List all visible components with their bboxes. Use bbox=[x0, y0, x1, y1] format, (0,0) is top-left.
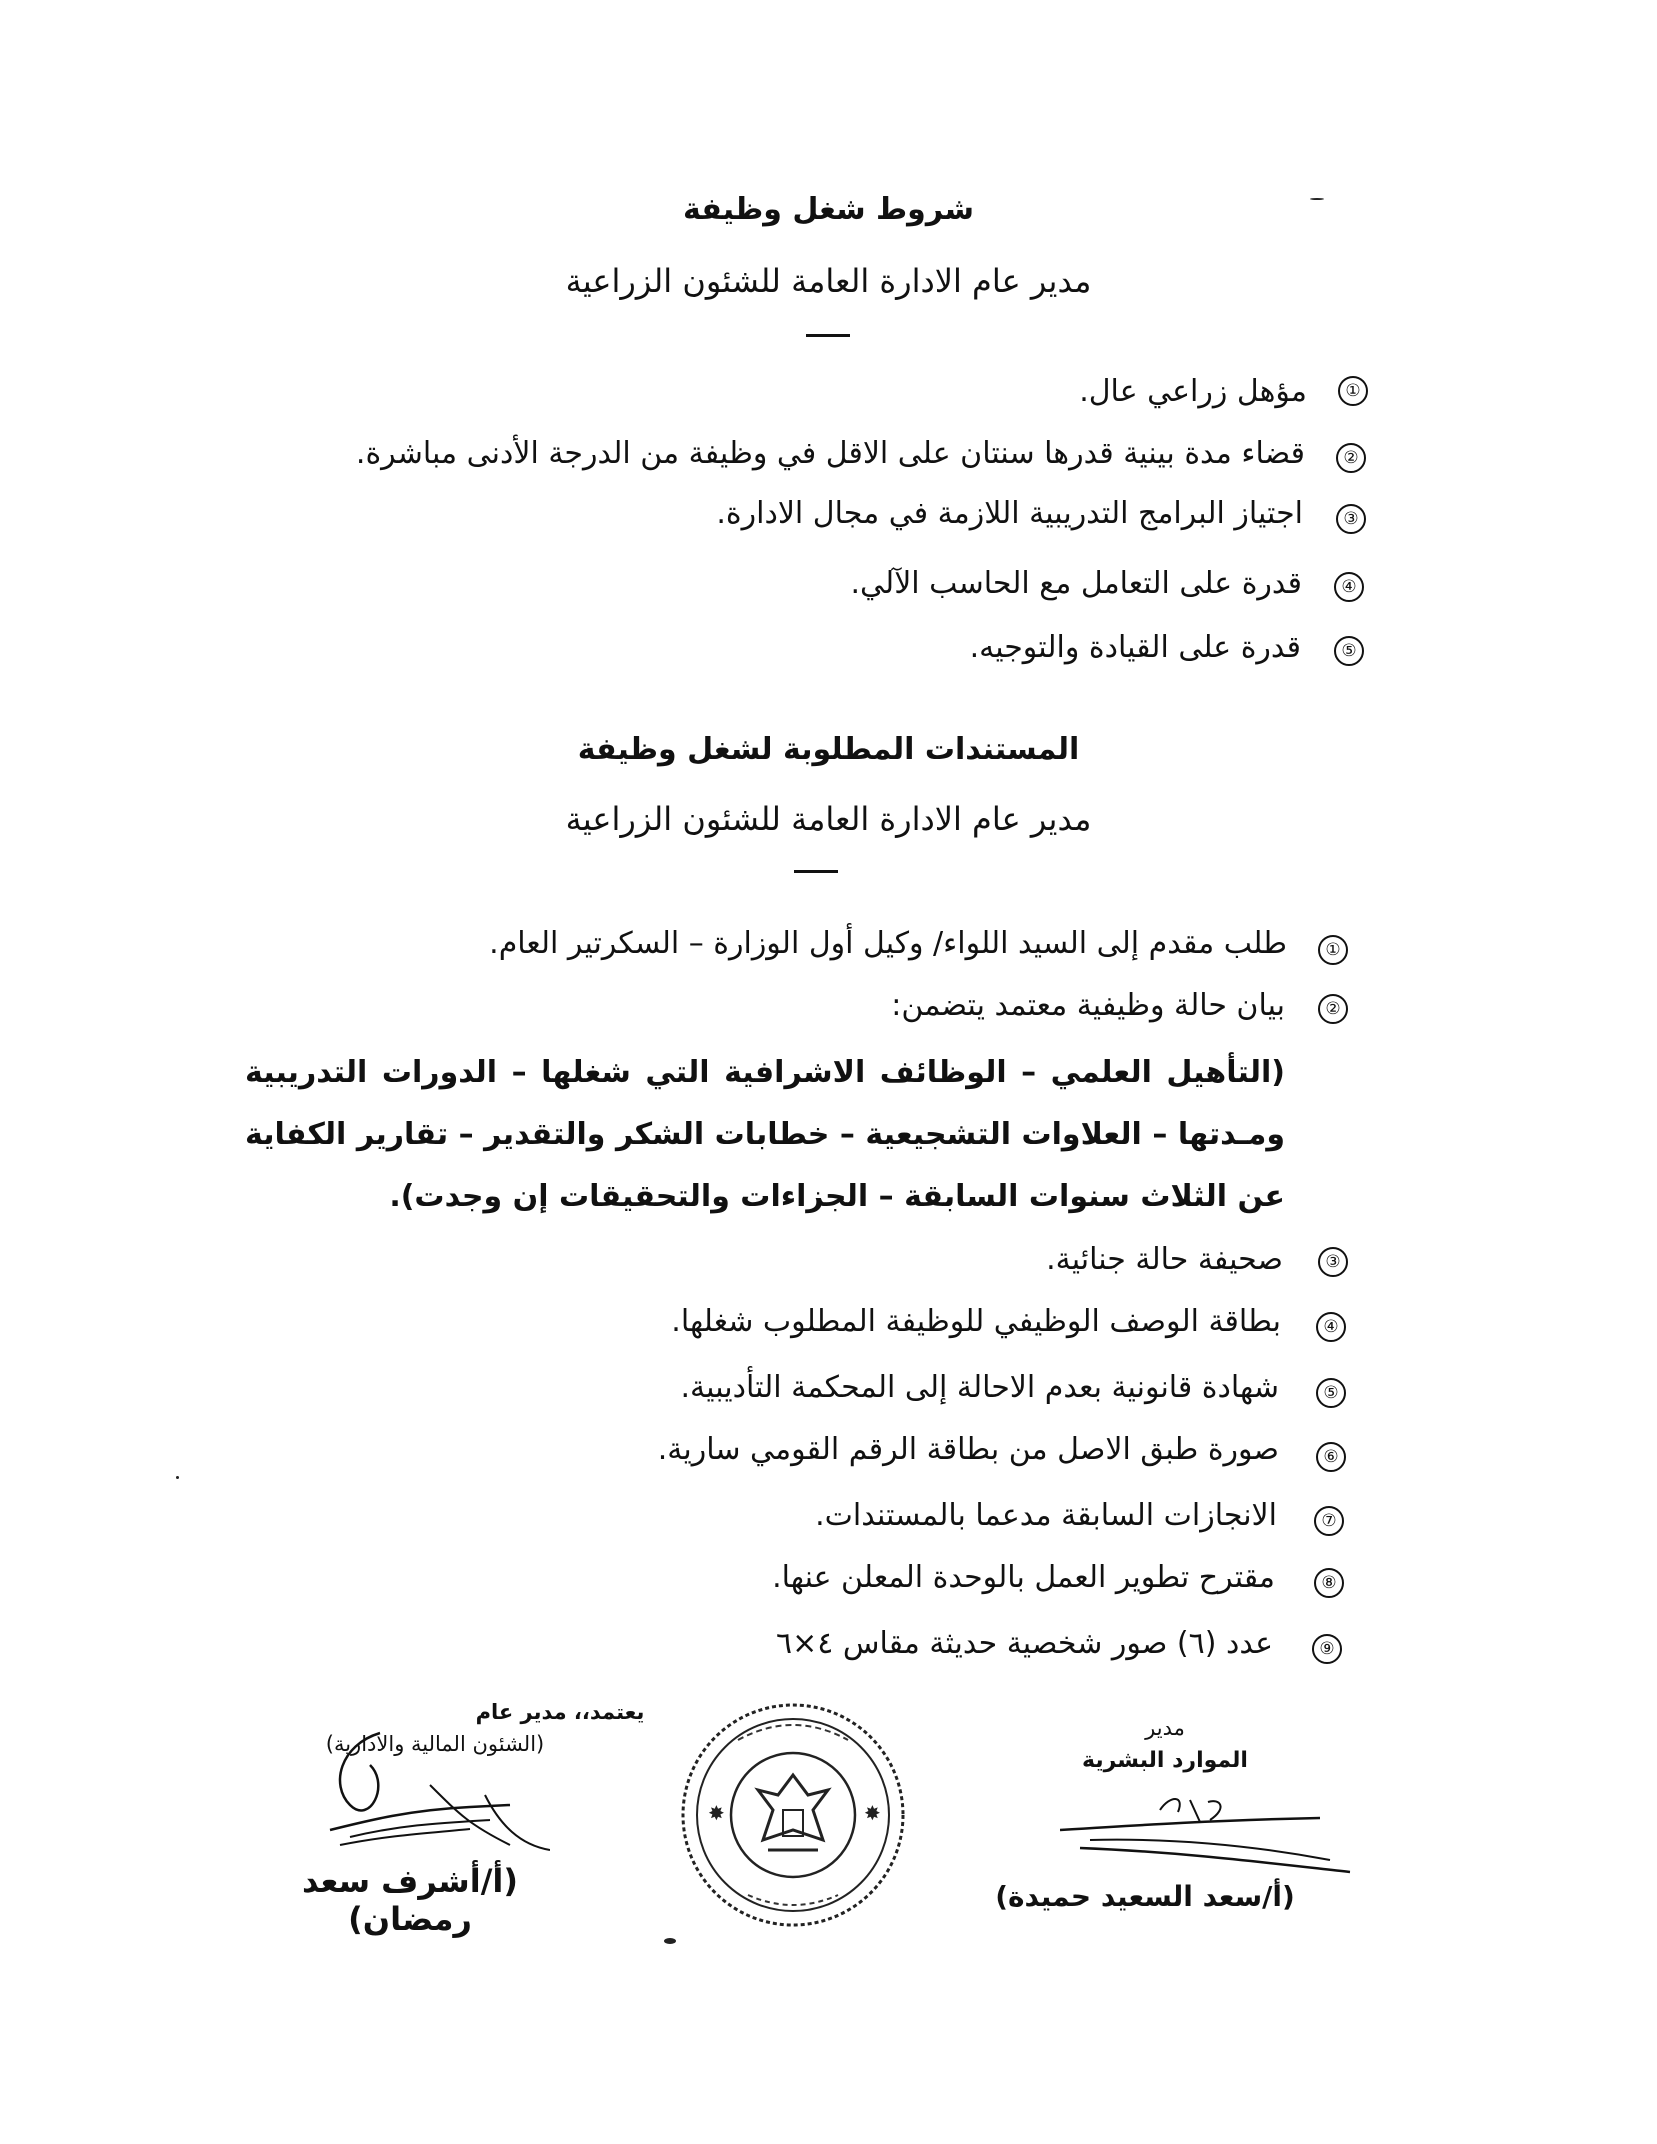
left-signatory-department: (الشئون المالية والادارية) bbox=[325, 1732, 545, 1756]
section2-item-4: بطاقة الوصف الوظيفي للوظيفة المطلوب شغلها. bbox=[671, 1304, 1281, 1339]
left-handwritten-signature bbox=[310, 1725, 550, 1865]
section1-item-4: قدرة على التعامل مع الحاسب الآلي. bbox=[850, 566, 1302, 601]
section1-item-3-number: ③ bbox=[1336, 504, 1366, 534]
section2-item-3: صحيفة حالة جنائية. bbox=[1046, 1242, 1283, 1277]
section2-item-3-number: ③ bbox=[1318, 1247, 1348, 1277]
section1-divider bbox=[806, 334, 850, 337]
section1-item-2-number: ② bbox=[1336, 443, 1366, 473]
svg-text:✸: ✸ bbox=[864, 1801, 881, 1825]
section2-item-9-number: ⑨ bbox=[1312, 1634, 1342, 1664]
section1-item-5: قدرة على القيادة والتوجيه. bbox=[969, 630, 1301, 665]
right-signatory-department: الموارد البشرية bbox=[1082, 1748, 1248, 1773]
section1-item-1-number: ① bbox=[1338, 376, 1368, 406]
section2-item-6-number: ⑥ bbox=[1316, 1442, 1346, 1472]
scan-speck bbox=[176, 1476, 179, 1479]
right-signatory-name: (أ/سعد السعيد حميدة) bbox=[995, 1880, 1295, 1913]
left-signatory-title: يعتمد،، مدير عام bbox=[475, 1700, 645, 1724]
section1-item-2: قضاء مدة بينية قدرها سنتان على الاقل في وظيفة من الدرجة الأدنى مباشرة. bbox=[355, 436, 1305, 471]
section2-item-4-number: ④ bbox=[1316, 1312, 1346, 1342]
section2-item-5-number: ⑤ bbox=[1316, 1378, 1346, 1408]
section2-item-5: شهادة قانونية بعدم الاحالة إلى المحكمة التأديبية. bbox=[680, 1370, 1279, 1405]
section1-item-3: اجتياز البرامج التدريبية اللازمة في مجال الادارة. bbox=[716, 496, 1303, 531]
section2-item-8-number: ⑧ bbox=[1314, 1568, 1344, 1598]
section2-item-2-detail: (التأهيل العلمي – الوظائف الاشرافية التي شغلها – الدورات التدريبية ومـدتها – العلاوات التشجيعية – خطابات الشكر والتقدير – تقارير الكفاية عن الثلاث سنوات السابقة – الجزاءات والتحقيقات إن وجدت). bbox=[245, 1055, 1285, 1214]
section1-item-5-number: ⑤ bbox=[1334, 636, 1364, 666]
official-seal-stamp bbox=[678, 1700, 908, 1930]
section2-heading: المستندات المطلوبة لشغل وظيفة bbox=[577, 732, 1080, 767]
section2-item-8: مقترح تطوير العمل بالوحدة المعلن عنها. bbox=[772, 1560, 1275, 1595]
section2-item-7: الانجازات السابقة مدعما بالمستندات. bbox=[815, 1498, 1277, 1533]
section2-subheading: مدير عام الادارة العامة للشئون الزراعية bbox=[565, 800, 1092, 838]
section2-item-6: صورة طبق الاصل من بطاقة الرقم القومي سارية. bbox=[657, 1432, 1279, 1467]
left-signatory-name: (أ/أشرف سعد رمضان) bbox=[302, 1862, 518, 1938]
section2-item-1-number: ① bbox=[1318, 935, 1348, 965]
section1-item-4-number: ④ bbox=[1334, 572, 1364, 602]
svg-text:✸: ✸ bbox=[708, 1801, 725, 1825]
scan-speck bbox=[664, 1938, 676, 1944]
section2-item-7-number: ⑦ bbox=[1314, 1506, 1344, 1536]
section2-item-2: بيان حالة وظيفية معتمد يتضمن: bbox=[891, 988, 1285, 1023]
section1-heading: شروط شغل وظيفة bbox=[682, 192, 974, 227]
scan-speck bbox=[1310, 198, 1324, 200]
section1-item-1: مؤهل زراعي عال. bbox=[1079, 374, 1307, 409]
section1-subheading: مدير عام الادارة العامة للشئون الزراعية bbox=[565, 262, 1092, 300]
right-signatory-title: مدير bbox=[1145, 1716, 1185, 1740]
section2-item-9: عدد (٦) صور شخصية حديثة مقاس ٤×٦ bbox=[775, 1626, 1273, 1661]
section2-divider bbox=[794, 870, 838, 873]
section2-item-2-number: ② bbox=[1318, 994, 1348, 1024]
section2-item-1: طلب مقدم إلى السيد اللواء/ وكيل أول الوزارة – السكرتير العام. bbox=[489, 926, 1287, 961]
